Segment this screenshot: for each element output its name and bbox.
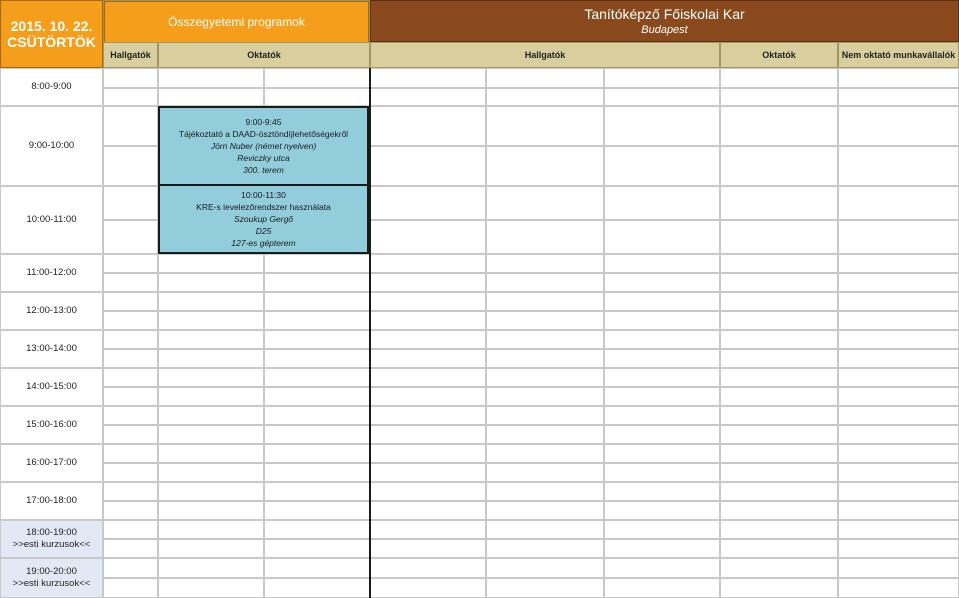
grid-cell[interactable] bbox=[838, 146, 959, 186]
grid-cell[interactable] bbox=[838, 482, 959, 501]
grid-cell[interactable] bbox=[720, 330, 838, 349]
grid-cell[interactable] bbox=[158, 406, 264, 425]
grid-cell[interactable] bbox=[103, 501, 158, 520]
column-header-label: Hallgatók bbox=[524, 50, 566, 60]
grid-cell[interactable] bbox=[838, 444, 959, 463]
grid-cell[interactable] bbox=[158, 444, 264, 463]
grid-cell[interactable] bbox=[720, 368, 838, 387]
grid-cell[interactable] bbox=[486, 406, 604, 425]
grid-cell[interactable] bbox=[486, 482, 604, 501]
grid-cell[interactable] bbox=[604, 68, 720, 88]
time-slot-text: 15:00-16:00 bbox=[26, 419, 77, 430]
event-room: 127-es gépterem bbox=[231, 238, 296, 248]
grid-cell[interactable] bbox=[604, 146, 720, 186]
grid-cell[interactable] bbox=[604, 186, 720, 220]
time-slot-label bbox=[0, 254, 103, 292]
event-location: Reviczky utca bbox=[237, 153, 290, 163]
grid-cell[interactable] bbox=[720, 273, 838, 292]
grid-cell[interactable] bbox=[838, 330, 959, 349]
grid-cell[interactable] bbox=[720, 68, 838, 88]
column-header-label: Nem oktató munkavállalók bbox=[841, 50, 956, 60]
event-daad-info[interactable] bbox=[158, 106, 369, 186]
date-text: 2015. 10. 22. bbox=[10, 18, 93, 34]
time-slot-text: 19:00-20:00 bbox=[26, 566, 77, 577]
date-box bbox=[0, 0, 103, 68]
grid-cell[interactable] bbox=[486, 292, 604, 311]
grid-cell[interactable] bbox=[370, 311, 486, 330]
grid-cell[interactable] bbox=[604, 520, 720, 539]
grid-cell[interactable] bbox=[604, 463, 720, 482]
grid-cell[interactable] bbox=[486, 220, 604, 254]
grid-cell[interactable] bbox=[264, 273, 370, 292]
grid-cell[interactable] bbox=[103, 463, 158, 482]
grid-cell[interactable] bbox=[158, 425, 264, 444]
event-title: KRE-s levelezőrendszer használata bbox=[196, 202, 331, 212]
grid-cell[interactable] bbox=[838, 463, 959, 482]
grid-cell[interactable] bbox=[264, 501, 370, 520]
column-header-label: Oktatók bbox=[762, 50, 796, 60]
grid-cell[interactable] bbox=[486, 368, 604, 387]
grid-cell[interactable] bbox=[486, 578, 604, 598]
grid-cell[interactable] bbox=[838, 406, 959, 425]
grid-cell[interactable] bbox=[486, 311, 604, 330]
weekday-text: CSÜTÖRTÖK bbox=[7, 34, 96, 50]
grid-cell[interactable] bbox=[838, 273, 959, 292]
time-slot-text: 16:00-17:00 bbox=[26, 457, 77, 468]
time-slot-label bbox=[0, 482, 103, 520]
grid-cell[interactable] bbox=[103, 273, 158, 292]
grid-cell[interactable] bbox=[370, 330, 486, 349]
grid-cell[interactable] bbox=[486, 349, 604, 368]
grid-cell[interactable] bbox=[370, 501, 486, 520]
time-slot-label bbox=[0, 558, 103, 598]
grid-cell[interactable] bbox=[103, 482, 158, 501]
grid-cell[interactable] bbox=[158, 520, 264, 539]
grid-cell[interactable] bbox=[264, 349, 370, 368]
grid-cell[interactable] bbox=[838, 311, 959, 330]
grid-cell[interactable] bbox=[604, 106, 720, 146]
column-header-students-2 bbox=[370, 42, 720, 68]
grid-cell[interactable] bbox=[486, 558, 604, 578]
grid-cell[interactable] bbox=[264, 368, 370, 387]
grid-cell[interactable] bbox=[838, 539, 959, 558]
grid-cell[interactable] bbox=[604, 501, 720, 520]
grid-cell[interactable] bbox=[720, 387, 838, 406]
grid-cell[interactable] bbox=[370, 444, 486, 463]
faculty-header bbox=[370, 0, 959, 42]
grid-cell[interactable] bbox=[720, 425, 838, 444]
grid-cell[interactable] bbox=[370, 425, 486, 444]
grid-cell[interactable] bbox=[370, 273, 486, 292]
grid-cell[interactable] bbox=[103, 106, 158, 146]
grid-cell[interactable] bbox=[720, 501, 838, 520]
grid-cell[interactable] bbox=[720, 463, 838, 482]
grid-cell[interactable] bbox=[838, 186, 959, 220]
grid-cell[interactable] bbox=[158, 311, 264, 330]
grid-cell[interactable] bbox=[158, 292, 264, 311]
grid-cell[interactable] bbox=[604, 425, 720, 444]
grid-cell[interactable] bbox=[486, 186, 604, 220]
event-location: D25 bbox=[255, 226, 272, 236]
column-header-teachers-2 bbox=[720, 42, 838, 68]
time-slot-label bbox=[0, 444, 103, 482]
grid-cell[interactable] bbox=[158, 368, 264, 387]
time-slot-label bbox=[0, 186, 103, 254]
grid-cell[interactable] bbox=[486, 88, 604, 106]
time-slot-label bbox=[0, 406, 103, 444]
time-slot-text: 11:00-12:00 bbox=[26, 267, 77, 278]
grid-cell[interactable] bbox=[604, 444, 720, 463]
grid-cell[interactable] bbox=[103, 292, 158, 311]
grid-cell[interactable] bbox=[264, 444, 370, 463]
time-slot-text: 13:00-14:00 bbox=[26, 343, 77, 354]
event-mail-system[interactable] bbox=[158, 186, 369, 254]
time-slot-label bbox=[0, 368, 103, 406]
grid-cell[interactable] bbox=[158, 349, 264, 368]
grid-cell[interactable] bbox=[720, 482, 838, 501]
column-header-label: Oktatók bbox=[247, 50, 281, 60]
grid-cell[interactable] bbox=[486, 463, 604, 482]
grid-cell[interactable] bbox=[720, 254, 838, 273]
grid-cell[interactable] bbox=[486, 146, 604, 186]
grid-cell[interactable] bbox=[604, 482, 720, 501]
grid-cell[interactable] bbox=[370, 539, 486, 558]
grid-cell[interactable] bbox=[486, 501, 604, 520]
grid-cell[interactable] bbox=[486, 425, 604, 444]
grid-cell[interactable] bbox=[486, 539, 604, 558]
grid-cell[interactable] bbox=[264, 88, 370, 106]
grid-cell[interactable] bbox=[604, 311, 720, 330]
grid-cell[interactable] bbox=[720, 220, 838, 254]
grid-cell[interactable] bbox=[103, 349, 158, 368]
grid-cell[interactable] bbox=[486, 68, 604, 88]
grid-cell[interactable] bbox=[264, 425, 370, 444]
grid-cell[interactable] bbox=[158, 539, 264, 558]
grid-cell[interactable] bbox=[720, 146, 838, 186]
grid-cell[interactable] bbox=[158, 330, 264, 349]
grid-cell[interactable] bbox=[604, 406, 720, 425]
grid-cell[interactable] bbox=[370, 220, 486, 254]
grid-cell[interactable] bbox=[604, 220, 720, 254]
grid-cell[interactable] bbox=[103, 368, 158, 387]
grid-cell[interactable] bbox=[604, 558, 720, 578]
event-time: 10:00-11:30 bbox=[241, 190, 286, 200]
time-slot-label bbox=[0, 106, 103, 186]
grid-cell[interactable] bbox=[370, 578, 486, 598]
grid-cell[interactable] bbox=[158, 387, 264, 406]
grid-cell[interactable] bbox=[103, 311, 158, 330]
grid-cell[interactable] bbox=[370, 68, 486, 88]
grid-cell[interactable] bbox=[264, 68, 370, 88]
grid-cell[interactable] bbox=[604, 578, 720, 598]
time-slot-label bbox=[0, 292, 103, 330]
grid-cell[interactable] bbox=[264, 539, 370, 558]
time-slot-text: 10:00-11:00 bbox=[26, 214, 77, 225]
grid-cell[interactable] bbox=[158, 463, 264, 482]
grid-cell[interactable] bbox=[264, 406, 370, 425]
grid-cell[interactable] bbox=[486, 520, 604, 539]
grid-cell[interactable] bbox=[370, 349, 486, 368]
time-slot-text: 17:00-18:00 bbox=[26, 495, 77, 506]
program-title: Összegyetemi programok bbox=[168, 15, 305, 29]
time-slot-text: 18:00-19:00 bbox=[26, 527, 77, 538]
grid-cell[interactable] bbox=[720, 539, 838, 558]
grid-cell[interactable] bbox=[103, 387, 158, 406]
time-slot-label bbox=[0, 68, 103, 106]
grid-cell[interactable] bbox=[103, 425, 158, 444]
grid-cell[interactable] bbox=[370, 146, 486, 186]
grid-cell[interactable] bbox=[158, 273, 264, 292]
grid-cell[interactable] bbox=[158, 482, 264, 501]
grid-cell[interactable] bbox=[103, 558, 158, 578]
grid-cell[interactable] bbox=[103, 220, 158, 254]
grid-cell[interactable] bbox=[604, 254, 720, 273]
grid-cell[interactable] bbox=[103, 88, 158, 106]
program-title-box bbox=[104, 1, 369, 43]
grid-cell[interactable] bbox=[370, 520, 486, 539]
grid-cell[interactable] bbox=[720, 186, 838, 220]
grid-cell[interactable] bbox=[720, 520, 838, 539]
time-slot-label bbox=[0, 520, 103, 558]
grid-cell[interactable] bbox=[103, 68, 158, 88]
event-title: Tájékoztató a DAAD-ösztöndíjlehetőségekről bbox=[178, 129, 349, 139]
grid-cell[interactable] bbox=[370, 254, 486, 273]
grid-cell[interactable] bbox=[838, 578, 959, 598]
grid-cell[interactable] bbox=[720, 558, 838, 578]
grid-cell[interactable] bbox=[486, 273, 604, 292]
faculty-name: Tanítóképző Főiskolai Kar bbox=[584, 6, 745, 22]
faculty-city: Budapest bbox=[641, 24, 688, 36]
column-header-students-1 bbox=[103, 42, 158, 68]
grid-cell[interactable] bbox=[720, 578, 838, 598]
column-header-staff bbox=[838, 42, 959, 68]
grid-cell[interactable] bbox=[604, 349, 720, 368]
grid-cell[interactable] bbox=[838, 68, 959, 88]
grid-cell[interactable] bbox=[370, 292, 486, 311]
grid-cell[interactable] bbox=[486, 330, 604, 349]
grid-cell[interactable] bbox=[604, 330, 720, 349]
grid-cell[interactable] bbox=[103, 520, 158, 539]
grid-cell[interactable] bbox=[838, 220, 959, 254]
grid-cell[interactable] bbox=[103, 539, 158, 558]
grid-cell[interactable] bbox=[103, 186, 158, 220]
grid-cell[interactable] bbox=[264, 520, 370, 539]
grid-cell[interactable] bbox=[264, 387, 370, 406]
grid-cell[interactable] bbox=[158, 68, 264, 88]
grid-cell[interactable] bbox=[264, 578, 370, 598]
grid-cell[interactable] bbox=[486, 444, 604, 463]
grid-cell[interactable] bbox=[838, 349, 959, 368]
event-time: 9:00-9:45 bbox=[245, 117, 282, 127]
column-header-label: Hallgatók bbox=[110, 50, 151, 60]
grid-cell[interactable] bbox=[103, 330, 158, 349]
grid-cell[interactable] bbox=[158, 578, 264, 598]
grid-cell[interactable] bbox=[838, 501, 959, 520]
grid-cell[interactable] bbox=[720, 311, 838, 330]
grid-cell[interactable] bbox=[838, 106, 959, 146]
grid-cell[interactable] bbox=[158, 254, 264, 273]
grid-cell[interactable] bbox=[158, 501, 264, 520]
grid-cell[interactable] bbox=[486, 106, 604, 146]
evening-course-note: >>esti kurzusok<< bbox=[12, 539, 91, 550]
grid-cell[interactable] bbox=[838, 387, 959, 406]
event-presenter: Szoukup Gergő bbox=[233, 214, 294, 224]
grid-cell[interactable] bbox=[264, 330, 370, 349]
grid-cell[interactable] bbox=[103, 254, 158, 273]
grid-cell[interactable] bbox=[370, 463, 486, 482]
grid-cell[interactable] bbox=[370, 387, 486, 406]
evening-course-note: >>esti kurzusok<< bbox=[12, 578, 91, 589]
grid-cell[interactable] bbox=[264, 292, 370, 311]
grid-cell[interactable] bbox=[370, 368, 486, 387]
grid-cell[interactable] bbox=[720, 106, 838, 146]
grid-cell[interactable] bbox=[370, 406, 486, 425]
grid-cell[interactable] bbox=[838, 88, 959, 106]
grid-cell[interactable] bbox=[838, 254, 959, 273]
grid-cell[interactable] bbox=[264, 311, 370, 330]
grid-cell[interactable] bbox=[264, 463, 370, 482]
grid-cell[interactable] bbox=[370, 482, 486, 501]
grid-cell[interactable] bbox=[158, 558, 264, 578]
grid-cell[interactable] bbox=[720, 349, 838, 368]
grid-cell[interactable] bbox=[604, 368, 720, 387]
grid-cell[interactable] bbox=[103, 578, 158, 598]
program-header bbox=[103, 0, 370, 42]
grid-cell[interactable] bbox=[486, 254, 604, 273]
grid-cell[interactable] bbox=[720, 406, 838, 425]
time-slot-label bbox=[0, 330, 103, 368]
time-slot-text: 14:00-15:00 bbox=[26, 381, 77, 392]
event-room: 300. terem bbox=[243, 165, 284, 175]
grid-cell[interactable] bbox=[264, 482, 370, 501]
grid-cell[interactable] bbox=[838, 520, 959, 539]
grid-cell[interactable] bbox=[370, 186, 486, 220]
time-slot-text: 12:00-13:00 bbox=[26, 305, 77, 316]
grid-cell[interactable] bbox=[103, 444, 158, 463]
grid-cell[interactable] bbox=[720, 444, 838, 463]
grid-cell[interactable] bbox=[103, 406, 158, 425]
grid-cell[interactable] bbox=[604, 273, 720, 292]
grid-cell[interactable] bbox=[604, 539, 720, 558]
grid-cell[interactable] bbox=[158, 88, 264, 106]
grid-cell[interactable] bbox=[720, 88, 838, 106]
grid-cell[interactable] bbox=[370, 88, 486, 106]
event-presenter: Jörn Nuber (német nyelven) bbox=[210, 141, 317, 151]
grid-cell[interactable] bbox=[838, 558, 959, 578]
grid-cell[interactable] bbox=[604, 88, 720, 106]
grid-cell[interactable] bbox=[720, 292, 838, 311]
time-slot-text: 9:00-10:00 bbox=[28, 140, 75, 151]
grid-cell[interactable] bbox=[838, 368, 959, 387]
column-header-teachers-1 bbox=[158, 42, 370, 68]
grid-cell[interactable] bbox=[264, 254, 370, 273]
grid-cell[interactable] bbox=[838, 425, 959, 444]
grid-cell[interactable] bbox=[486, 387, 604, 406]
grid-cell[interactable] bbox=[264, 558, 370, 578]
grid-cell[interactable] bbox=[370, 558, 486, 578]
grid-cell[interactable] bbox=[370, 106, 486, 146]
grid-cell[interactable] bbox=[838, 292, 959, 311]
grid-cell[interactable] bbox=[103, 146, 158, 186]
time-slot-text: 8:00-9:00 bbox=[31, 81, 72, 92]
grid-cell[interactable] bbox=[604, 292, 720, 311]
section-divider bbox=[369, 68, 371, 598]
grid-cell[interactable] bbox=[604, 387, 720, 406]
